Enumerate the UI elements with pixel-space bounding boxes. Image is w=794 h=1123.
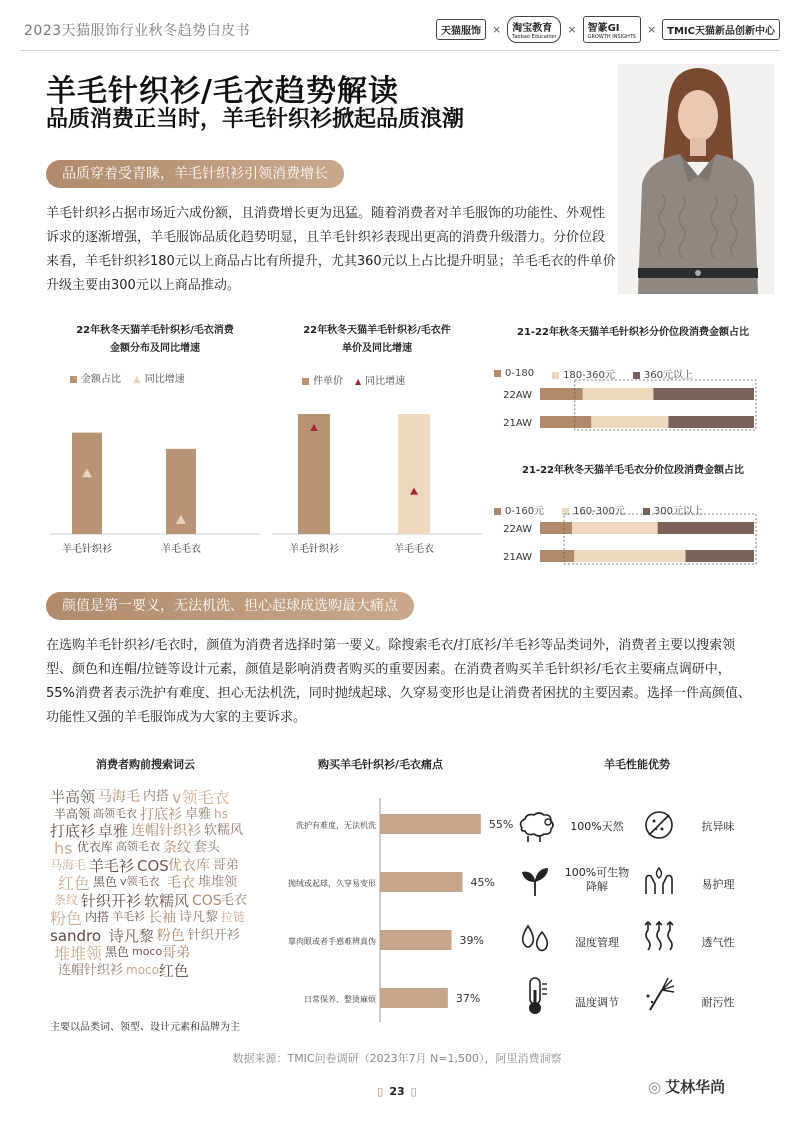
taobao-education-logo: 淘宝教育 Taobao Education bbox=[507, 16, 561, 43]
legend-item: ▲ 同比增速 bbox=[133, 374, 185, 385]
page-subtitle: 品质消费正当时，羊毛针织衫掀起品质浪潮 bbox=[46, 107, 465, 132]
bar bbox=[298, 414, 330, 534]
benefit-label: 100%天然 bbox=[570, 820, 624, 833]
legend-item: 0-180 bbox=[494, 368, 534, 379]
wordcloud-title: 消费者购前搜索词云 bbox=[96, 758, 195, 771]
category-label: 靠肉眼或者手感难辨真伪 bbox=[288, 937, 376, 946]
stacked-segment bbox=[653, 388, 754, 400]
thermometer-icon bbox=[518, 976, 552, 1016]
wordcloud-word: 拉链 bbox=[221, 910, 246, 924]
value-label: 37% bbox=[455, 992, 481, 1005]
wordcloud-word: 哥弟 bbox=[212, 858, 239, 873]
legend-item: 300元以上 bbox=[643, 502, 703, 517]
anti-odor-icon bbox=[642, 808, 676, 842]
page-number: ▯ 23 ▯ bbox=[377, 1085, 417, 1098]
droplets-icon bbox=[518, 920, 552, 954]
wordcloud-word: 长袖 bbox=[148, 910, 176, 926]
wordcloud-word: 红色 bbox=[158, 962, 189, 980]
stacked-segment bbox=[574, 550, 685, 562]
x-tick-label: 羊毛针织衫 bbox=[289, 544, 339, 555]
category-label: 日常保养、整烫麻烦 bbox=[304, 995, 376, 1004]
legend-item: 360元以上 bbox=[633, 366, 693, 381]
chart3-title: 21-22年秋冬天猫羊毛针织衫分价位段消费金额占比 bbox=[517, 327, 749, 338]
separator: × bbox=[492, 23, 502, 36]
legend-swatch bbox=[494, 370, 501, 377]
bar bbox=[380, 988, 448, 1008]
chart1 bbox=[40, 322, 270, 358]
chart2-plot bbox=[262, 384, 492, 564]
wordcloud-word: 黑色 bbox=[93, 875, 118, 889]
bar bbox=[380, 872, 463, 892]
chart2-title-line2: 单价及同比增速 bbox=[342, 343, 412, 354]
benefit-label: 抗异味 bbox=[701, 820, 735, 833]
separator: × bbox=[646, 23, 657, 36]
wordcloud-word: COS bbox=[192, 893, 222, 909]
y-tick-label: 22AW bbox=[503, 524, 532, 535]
wordcloud-word: v领毛衣 bbox=[120, 875, 160, 888]
benefits-grid bbox=[510, 808, 780, 1028]
wordcloud-word: 马海毛 bbox=[50, 858, 87, 872]
chart1-title-line1: 22年秋冬天猫羊毛针织衫/毛衣消费 bbox=[76, 325, 234, 336]
stacked-segment bbox=[583, 388, 654, 400]
wordcloud-word: 马海毛 bbox=[98, 789, 140, 805]
section1-paragraph: 羊毛针织衫占据市场近六成份额，且消费增长更为迅猛。随着消费者对羊毛服饰的功能性、外观性诉求的逐渐增强，羊毛服饰品质化趋势明显，且羊毛针织衫表现出更高的消费升级潜力。分价位段来看，羊毛针织衫180元以上商品占比有所提升，尤其360元以上占比提升明显；羊毛毛衣的件单价升级主要由300元以上商品推动。 bbox=[46, 206, 616, 293]
brush-icon bbox=[642, 976, 676, 1016]
benefits-title: 羊毛性能优势 bbox=[604, 758, 670, 771]
chart1-title-line2: 金额分布及同比增速 bbox=[110, 343, 200, 354]
wordcloud-word: 条纹 bbox=[54, 893, 79, 907]
wordcloud-word: 堆堆领 bbox=[54, 944, 103, 963]
wordcloud-word: 粉色 bbox=[50, 909, 83, 928]
stacked-segment bbox=[591, 416, 668, 428]
chart2-title-line1: 22年秋冬天猫羊毛针织衫/毛衣件 bbox=[303, 325, 451, 336]
header-divider bbox=[20, 50, 780, 51]
search-wordcloud bbox=[46, 790, 266, 1010]
painpoints-chart bbox=[280, 798, 514, 1028]
x-tick-label: 羊毛针织衫 bbox=[62, 544, 112, 555]
benefit-label: 易护理 bbox=[701, 878, 735, 891]
stacked-segment bbox=[540, 550, 574, 562]
bar bbox=[398, 414, 430, 534]
triangle-icon: ▲ bbox=[355, 377, 362, 386]
legend-item: 件单价 bbox=[302, 372, 343, 387]
tmic-logo: TMIC天猫新品创新中心 bbox=[662, 19, 780, 40]
model-photo bbox=[618, 64, 774, 294]
benefit-label: 透气性 bbox=[701, 936, 735, 949]
y-tick-label: 21AW bbox=[503, 552, 532, 563]
wordcloud-word: sandro bbox=[50, 927, 102, 945]
data-source: 数据来源：TMIC问卷调研（2023年7月 N=1,500），阿里消费洞察 bbox=[232, 1052, 562, 1065]
wordcloud-word: 哥弟 bbox=[162, 945, 191, 961]
wechat-icon: ◎ bbox=[648, 1078, 662, 1096]
category-label: 洗护有难度，无法机洗 bbox=[296, 821, 376, 830]
bar bbox=[72, 433, 102, 534]
stacked-segment bbox=[668, 416, 754, 428]
wordcloud-word: 黑色 bbox=[105, 945, 130, 959]
y-tick-label: 22AW bbox=[503, 390, 532, 401]
separator: × bbox=[567, 23, 577, 36]
wordcloud-word: 卓雅 bbox=[185, 807, 212, 822]
wordcloud-word: 连帽针织衫 bbox=[58, 963, 124, 978]
category-label: 抛绒或起球，久穿易变形 bbox=[288, 879, 376, 888]
wordcloud-word: 毛衣 bbox=[221, 893, 248, 908]
wordcloud-word: 诗凡黎 bbox=[179, 910, 219, 925]
stacked-segment bbox=[540, 416, 591, 428]
wordcloud-word: 针织开衫 bbox=[187, 928, 240, 943]
section2-heading: 颜值是第一要义，无法机洗、担心起球成选购最大痛点 bbox=[46, 592, 414, 620]
wordcloud-word: hs bbox=[54, 839, 73, 858]
benefit-label: 温度调节 bbox=[575, 996, 619, 1009]
wordcloud-word: 高领毛衣 bbox=[93, 807, 137, 820]
wordcloud-word: v领毛衣 bbox=[172, 788, 230, 807]
wordcloud-word: 堆堆领 bbox=[198, 875, 238, 890]
page-title: 羊毛针织衫/毛衣趋势解读 bbox=[46, 74, 399, 109]
legend-item: 0-160元 bbox=[494, 502, 544, 517]
wordcloud-word: 红色 bbox=[58, 874, 91, 893]
chart1-legend bbox=[70, 370, 185, 385]
wordcloud-word: moco bbox=[126, 963, 159, 977]
wordcloud-word: 软糯风 bbox=[204, 823, 244, 838]
growth-insights-logo: 智篆GI GROWTH INSIGHTS bbox=[583, 16, 641, 43]
benefit-label: 耐污性 bbox=[701, 996, 735, 1009]
value-label: 55% bbox=[488, 818, 514, 831]
wordcloud-word: 粉色 bbox=[156, 928, 185, 944]
sprout-icon bbox=[518, 864, 552, 898]
wordcloud-word: COS bbox=[137, 857, 169, 875]
wordcloud-word: 优衣库 bbox=[167, 858, 210, 874]
painpoints-title: 购买羊毛针织衫/毛衣痛点 bbox=[318, 758, 444, 771]
benefit-label: 100%可生物降解 bbox=[564, 866, 630, 893]
wordcloud-word: 高领毛衣 bbox=[115, 840, 160, 853]
partner-logos bbox=[436, 16, 780, 43]
benefit-label: 湿度管理 bbox=[575, 936, 619, 949]
hands-care-icon bbox=[642, 864, 676, 898]
wordcloud-word: 毛衣 bbox=[167, 875, 195, 891]
stacked-segment bbox=[572, 522, 658, 534]
section1-heading: 品质穿着受青睐，羊毛针织衫引领消费增长 bbox=[46, 160, 344, 188]
chart4-plot bbox=[488, 512, 778, 574]
stacked-segment bbox=[540, 522, 572, 534]
document-title: 2023天猫服饰行业秋冬趋势白皮书 bbox=[24, 23, 251, 39]
legend-item: 160-300元 bbox=[562, 502, 625, 517]
legend-item: ▲ 同比增速 bbox=[355, 376, 406, 387]
chart4-title: 21-22年秋冬天猫羊毛毛衣分价位段消费金额占比 bbox=[522, 465, 744, 476]
wordcloud-word: 条纹 bbox=[162, 840, 191, 856]
x-tick-label: 羊毛毛衣 bbox=[161, 544, 201, 555]
triangle-icon: ▲ bbox=[133, 374, 141, 385]
value-label: 39% bbox=[459, 934, 484, 947]
bar bbox=[380, 930, 452, 950]
wordcloud-word: 诗凡黎 bbox=[108, 927, 154, 945]
section2-paragraph: 在选购羊毛针织衫/毛衣时，颜值为消费者选择时第一要义。除搜索毛衣/打底衫/羊毛衫等品类词外，消费者主要以搜索领型、颜色和连帽/拉链等设计元素，颜值是影响消费者购买的重要因素。在消费者购买羊毛针织衫/毛衣主要痛点调研中，55%消费者表示洗护有难度、担心无法机洗，同时抛绒起球、久穿易变形也是让消费者困扰的主要因素。选择一件高颜值、功能性又强的羊毛服饰成为大家的主要诉求。 bbox=[46, 638, 751, 725]
legend-swatch bbox=[70, 376, 77, 383]
wordcloud-word: 打底衫 bbox=[140, 807, 182, 823]
bar bbox=[380, 814, 481, 834]
stacked-segment bbox=[540, 388, 583, 400]
wordcloud-word: 针织开衫 bbox=[81, 892, 142, 910]
chart3-plot bbox=[488, 378, 778, 440]
wordcloud-word: 软糯风 bbox=[144, 892, 190, 910]
sheep-icon bbox=[516, 810, 556, 844]
stacked-segment bbox=[658, 522, 754, 534]
wordcloud-word: 连帽针织衫 bbox=[131, 823, 201, 839]
wordcloud-word: 半高领 bbox=[54, 807, 91, 821]
x-tick-label: 羊毛毛衣 bbox=[394, 544, 434, 555]
wordcloud-word: 卓雅 bbox=[98, 822, 129, 840]
wordcloud-word: 优衣库 bbox=[76, 840, 113, 854]
wordcloud-word: 半高领 bbox=[50, 788, 96, 806]
wordcloud-word: moco bbox=[132, 945, 163, 958]
wordcloud-word: 内搭 bbox=[85, 910, 110, 924]
wordcloud-word: 套头 bbox=[193, 840, 220, 855]
wordcloud-word: 内搭 bbox=[143, 789, 170, 804]
wordcloud-word: 羊毛衫 bbox=[112, 910, 145, 923]
y-tick-label: 21AW bbox=[503, 418, 532, 429]
watermark: ◎ 艾林华尚 bbox=[648, 1078, 726, 1096]
legend-item: 180-360元 bbox=[552, 366, 615, 381]
wordcloud-caption: 主要以品类词、领型、设计元素和品牌为主 bbox=[50, 1022, 240, 1033]
breathable-icon bbox=[642, 918, 676, 952]
wordcloud-word: 羊毛衫 bbox=[89, 857, 135, 875]
stacked-segment bbox=[686, 550, 754, 562]
value-label: 45% bbox=[470, 876, 495, 889]
tmall-fashion-logo: 天猫服饰 bbox=[436, 19, 486, 40]
chart1-plot bbox=[40, 384, 270, 564]
wordcloud-word: hs bbox=[214, 807, 228, 821]
legend-item: 金额占比 bbox=[70, 370, 121, 385]
wordcloud-word: 打底衫 bbox=[50, 822, 96, 840]
chart2 bbox=[262, 322, 492, 358]
